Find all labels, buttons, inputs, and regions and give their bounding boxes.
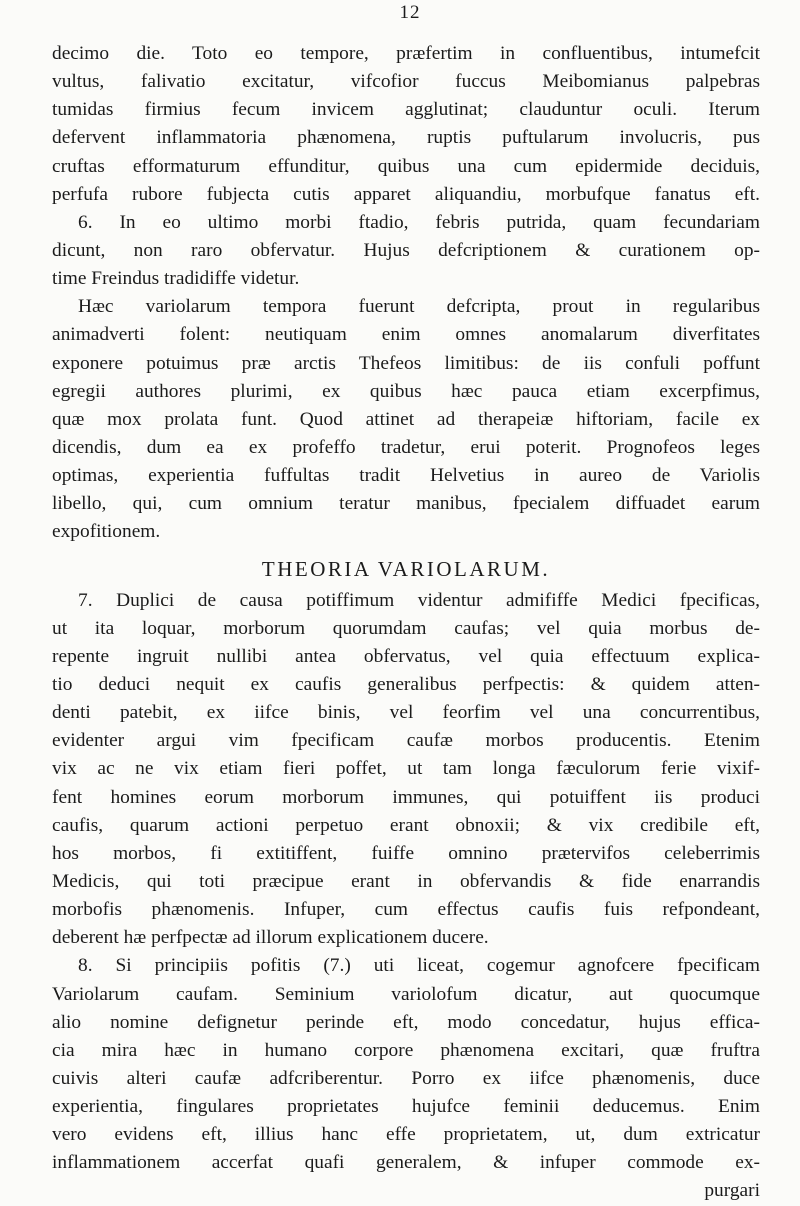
text-line: inflammationem accerfat quafi generalem, & infuper commode ex- xyxy=(52,1152,760,1174)
text-line: 8. Si principiis pofitis (7.) uti liceat, cogemur agnofcere fpecificam xyxy=(78,955,760,977)
text-line: tio deduci nequit ex caufis generalibus perfpectis: & quidem atten- xyxy=(52,673,760,695)
text-line: libello, qui, cum omnium teratur manibus, fpecialem diffuadet earum xyxy=(52,493,760,515)
text-line: defervent inflammatoria phænomena, ruptis puftularum involucris, pus xyxy=(52,127,760,149)
body-text xyxy=(52,40,760,1206)
text-line: purgari xyxy=(704,1180,760,1202)
text-line: tumidas firmius fecum invicem agglutinat; clauduntur oculi. Iterum xyxy=(52,99,760,121)
text-line: perfufa rubore fubjecta cutis apparet aliquandiu, morbufque fanatus eft. xyxy=(52,183,760,205)
text-line: hos morbos, fi extitiffent, fuiffe omnino prætervifos celeberrimis xyxy=(52,842,760,864)
text-line: vultus, falivatio excitatur, vifcofior fuccus Meibomianus palpebras xyxy=(52,71,760,93)
page-number: 12 xyxy=(399,2,421,23)
paragraphs-after-heading xyxy=(52,587,760,1206)
text-line: Variolarum caufam. Seminium variolofum dicatur, aut quocumque xyxy=(52,983,760,1005)
text-line: optimas, experientia fuffultas tradit Helvetius in aureo de Variolis xyxy=(52,465,760,487)
text-line: dicunt, non raro obfervatur. Hujus defcriptionem & curationem op- xyxy=(52,239,760,261)
text-line: caufis, quarum actioni perpetuo erant obnoxii; & vix credibile eft, xyxy=(52,814,760,836)
text-line: 6. In eo ultimo morbi ftadio, febris putrida, quam fecundariam xyxy=(78,211,760,233)
text-line: cuivis alteri caufæ adfcriberentur. Porro ex iifce phænomenis, duce xyxy=(52,1067,760,1089)
text-line: Medicis, qui toti præcipue erant in obfervandis & fide enarrandis xyxy=(52,870,760,892)
section-heading: THEORIA VARIOLARUM. xyxy=(261,556,551,581)
text-line: evidenter argui vim fpecificam caufæ morbos producentis. Etenim xyxy=(52,730,760,752)
text-line: quæ mox prolata funt. Quod attinet ad therapeiæ hiftoriam, facile ex xyxy=(52,408,760,430)
text-line: ut ita loquar, morborum quorumdam caufas; vel quia morbus de- xyxy=(52,617,760,639)
text-line: Hæc variolarum tempora fuerunt defcripta, prout in regularibus xyxy=(78,296,760,318)
text-line: egregii authores plurimi, ex quibus hæc pauca etiam excerpfimus, xyxy=(52,380,760,402)
text-line: denti patebit, ex iifce binis, vel feorfim vel una concurrentibus, xyxy=(52,702,760,724)
text-line: vix ac ne vix etiam fieri poffet, ut tam longa fæculorum ferie vixif- xyxy=(52,758,760,780)
text-line: alio nomine defignetur perinde eft, modo concedatur, hujus effica- xyxy=(52,1011,760,1033)
text-line: expofitionem. xyxy=(52,521,161,543)
text-line: morbofis phænomenis. Infuper, cum effectus caufis fuis refpondeant, xyxy=(52,899,760,921)
text-line: vero evidens eft, illius hanc effe proprietatem, ut, dum extricatur xyxy=(52,1124,760,1146)
text-line: decimo die. Toto eo tempore, præfertim in confluentibus, intumefcit xyxy=(52,43,760,64)
text-line: time Freindus tradidiffe videtur. xyxy=(52,268,300,290)
text-line: cruftas efformaturum effunditur, quibus una cum epidermide deciduis, xyxy=(52,155,760,177)
text-line: dicendis, dum ea ex profeffo tradetur, erui poterit. Prognofeos leges xyxy=(52,436,760,458)
text-line: exponere potuimus præ arctis Thefeos limitibus: de iis confuli poffunt xyxy=(52,352,760,374)
text-line: fent homines eorum morborum immunes, qui potuiffent iis produci xyxy=(52,786,760,808)
text-line: repente ingruit nullibi antea obfervatus, vel quia effectuum explica- xyxy=(52,645,760,667)
text-line: animadverti folent: neutiquam enim omnes anomalarum diverfitates xyxy=(52,324,760,346)
text-line: cia mira hæc in humano corpore phænomena excitari, quæ fruftra xyxy=(52,1039,760,1061)
text-line: experientia, fingulares proprietates hujufce feminii deducemus. Enim xyxy=(52,1096,760,1118)
text-line: 7. Duplici de causa potiffimum videntur admififfe Medici fpecificas, xyxy=(78,589,760,611)
text-line: deberent hæ perfpectæ ad illorum explicationem ducere. xyxy=(52,927,489,949)
paragraphs-before-heading xyxy=(52,40,760,547)
